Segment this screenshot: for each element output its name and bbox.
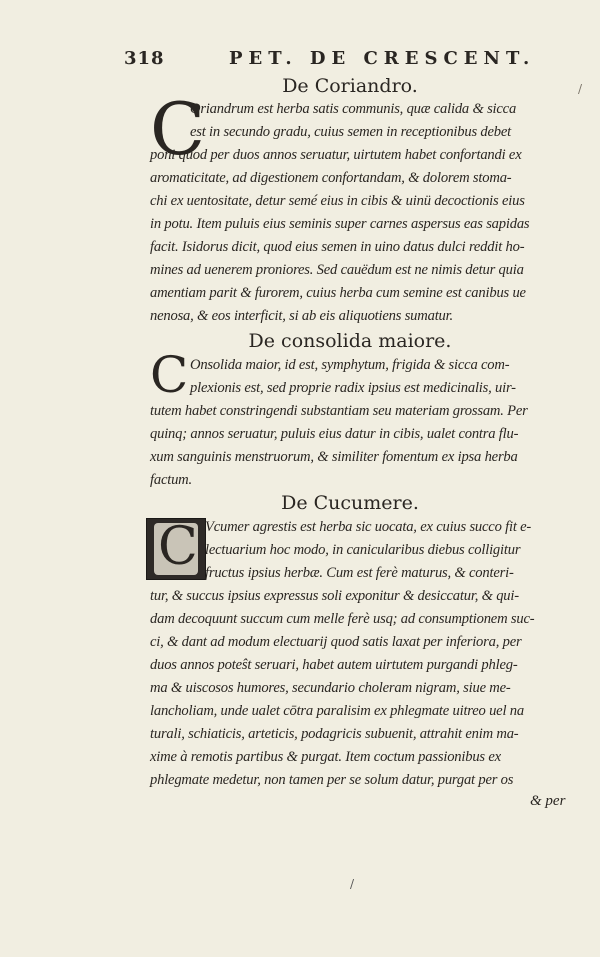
text-line: in potu. Item puluis eius seminis super carnes aspersus eas sapidas	[150, 216, 530, 232]
running-head: PET. DE CRESCENT.	[229, 48, 536, 69]
text-line: duos annos poteŝt seruari, habet autem uirtutem purgandi phleg-	[150, 657, 518, 673]
text-line: tur, & succus ipsius expressus soli exponitur & desiccatur, & qui-	[150, 588, 519, 604]
text-line: amentiam parit & furorem, cuius herba cum semine est canibus ue	[150, 285, 526, 301]
text-line: nenosa, & eos interficit, si ab eis aliquotiens sumatur.	[150, 308, 453, 324]
text-line: tutem habet constringendi substantiam seu materiam grossam. Per	[150, 403, 528, 419]
text-line: ci, & dant ad modum electuarij quod satis laxat per inferiora, per	[150, 634, 522, 650]
page-header	[124, 48, 534, 72]
text-line: aromaticitate, ad digestionem confortandam, & dolorem stoma-	[150, 170, 512, 186]
text-line: facit. Isidorus dicit, quod eius semen in uino datus dulci reddit ho-	[150, 239, 525, 255]
text-line: lancholiam, unde ualet cōtra paralisim ex phlegmate uitreo uel na	[150, 703, 524, 719]
margin-mark: /	[578, 82, 583, 96]
text-line: ma & uiscosos humores, secundario choleram nigram, siue me-	[150, 680, 511, 696]
text-line: quinq; annos seruatur, puluis eius datur in cibis, ualet contra flu-	[150, 426, 519, 442]
ornamental-initial-box	[146, 518, 206, 580]
text-line: chi ex uentositate, detur semé eius in cibis & uinü decoctionis eius	[150, 193, 525, 209]
text-line: est in secundo gradu, cuius semen in receptionibus debet	[190, 124, 512, 140]
text-line: xime à remotis partibus & purgat. Item coctum passionibus ex	[150, 749, 501, 765]
section-heading-coriandro: De Coriandro.	[282, 75, 418, 97]
text-line: lectuarium hoc modo, in canicularibus diebus colligitur	[205, 542, 521, 558]
text-line: factum.	[150, 472, 192, 488]
drop-cap-initial: C	[150, 87, 206, 171]
ornamental-initial-field	[154, 517, 198, 577]
text-line: xum sanguinis menstruorum, & similiter fomentum ex ipsa herba	[150, 449, 518, 465]
section-heading-consolida: De consolida maiore.	[248, 330, 452, 352]
catchword: & per	[530, 793, 566, 809]
text-line: mines ad uenerem proniores. Sed cauëdum est ne nimis detur quia	[150, 262, 524, 278]
page-number: 318	[124, 48, 165, 69]
text-line: phlegmate medetur, non tamen per se solum datur, purgat per os	[150, 772, 514, 788]
text-line: poni quod per duos annos seruatur, uirtutem habet confortandi ex	[150, 147, 522, 163]
text-line: Onsolida maior, id est, symphytum, frigida & sicca com-	[190, 357, 510, 373]
drop-cap-initial: C	[150, 346, 189, 404]
text-line: turali, schiaticis, arteticis, podagricis subuenit, attrahit enim ma-	[150, 726, 519, 742]
text-line: Vcumer agrestis est herba sic uocata, ex cuius succo fit e-	[205, 519, 532, 535]
text-line: Oriandrum est herba satis communis, quæ calida & sicca	[190, 101, 517, 117]
text-line: dam decoquunt succum cum melle ferè usq; ad consumptionem suc-	[150, 611, 535, 627]
text-line: plexionis est, sed proprie radix ipsius est medicinalis, uir-	[190, 380, 516, 396]
margin-mark: /	[350, 877, 355, 891]
section-heading-cucumere: De Cucumere.	[281, 492, 419, 514]
text-line: fructus ipsius herbæ. Cum est ferè maturus, & conteri-	[205, 565, 514, 581]
ornamental-initial-letter: C	[158, 517, 198, 577]
